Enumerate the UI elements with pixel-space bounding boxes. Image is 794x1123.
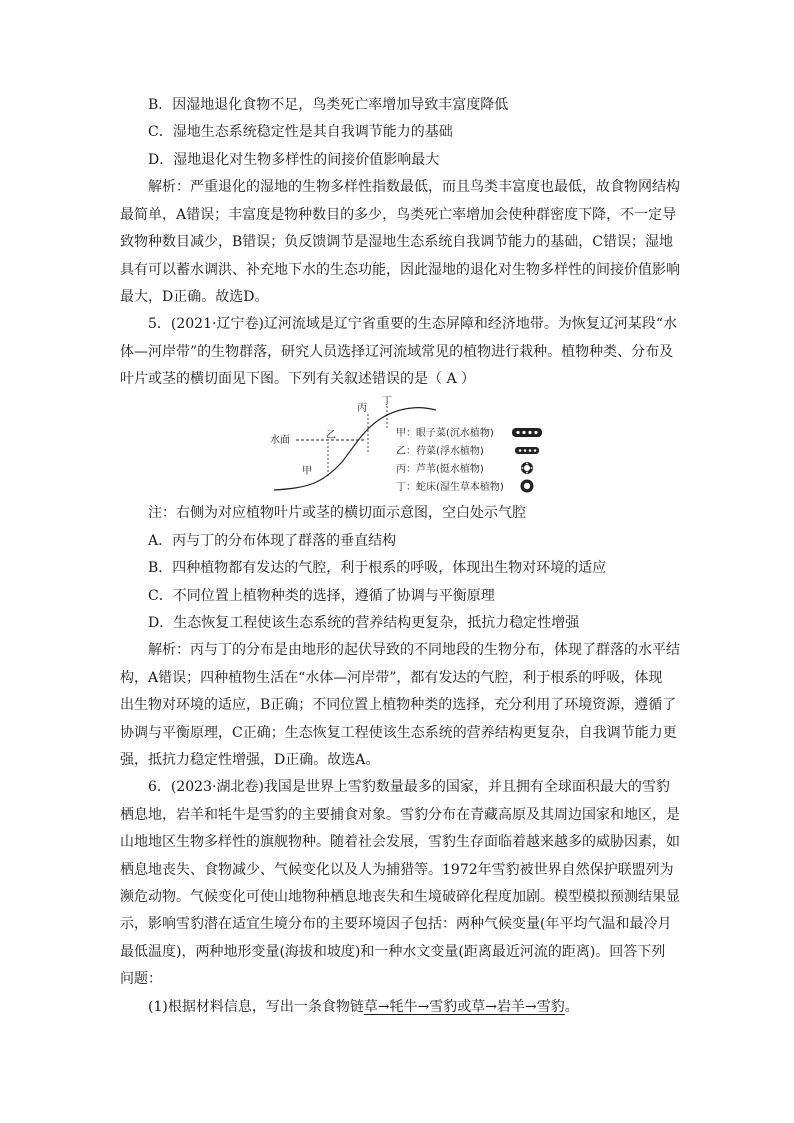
option-b: B．四种植物都有发达的气腔，利于根系的呼吸，体现出生物对环境的适应 [148,560,607,576]
elongated-section-icon [512,428,542,437]
question-stem: 濒危动物。气候变化可使山地物种栖息地丧失和生境破碎化程度加剧。模型模拟预测结果显 [120,889,680,905]
wetland-diagram [262,392,542,496]
question-stem: 栖息地，岩羊和牦牛是雪豹的主要捕食对象。雪豹分布在青藏高原及其周边国家和地区，是 [120,807,680,823]
sub-question-prefix: (1)根据材料信息，写出一条食物链 [148,999,364,1015]
option-c: C．湿地生态系统稳定性是其自我调节能力的基础 [148,124,453,140]
legend-yi: 乙：荇菜(浮水植物) [396,446,484,457]
analysis-line: 最简单，A错误；丰富度是物种数目的多少，鸟类死亡率增加会使种群密度下降，不一定导 [120,207,677,223]
question-stem: 最低温度)，两种地形变量(海拔和坡度)和一种水文变量(距离最近河流的距离)。回答下列 [120,944,666,960]
analysis-line: 具有可以蓄水调洪、补充地下水的生态功能，因此湿地的退化对生物多样性的间接价值影响 [120,262,680,278]
sub-question-suffix: 。 [564,999,579,1015]
analysis-line: 致物种数目减少，B错误；负反馈调节是湿地生态系统自我调节能力的基础，C错误；湿地 [120,234,673,250]
question-stem: 栖息地丧失、食物减少、气候变化以及人为捕猎等。1972年雪豹被世界自然保护联盟列为 [120,862,674,878]
question-stem: 问题： [120,971,162,987]
question-stem: 山地地区生物多样性的旗舰物种。随着社会发展，雪豹生存面临着越来越多的威胁因素，如 [120,834,680,850]
question-stem: 叶片或茎的横切面见下图。下列有关叙述错误的是（ A ） [120,371,476,387]
label-ding: 丁 [382,396,392,407]
analysis-line: 强，抵抗力稳定性增强，D正确。故选A。 [120,752,380,768]
figure-note: 注：右侧为对应植物叶片或茎的横切面示意图，空白处示气腔 [148,505,526,521]
question-stem: 体—河岸带”的生物群落，研究人员选择辽河流域常见的植物进行栽种。植物种类、分布及 [120,344,674,360]
water-label: 水面 [270,435,290,446]
analysis-line: 最大，D正确。故选D。 [120,289,269,305]
analysis-line: 构，A错误；四种植物生活在“水体—河岸带”，都有发达的气腔，利于根系的呼吸，体现 [120,670,663,686]
analysis-line: 解析：严重退化的湿地的生物多样性指数最低，而且鸟类丰富度也最低，故食物网结构 [148,179,680,195]
option-d: D．湿地退化对生物多样性的间接价值影响最大 [148,152,440,168]
legend-bing: 丙：芦苇(挺水植物) [396,464,484,475]
question-stem: 示，影响雪豹潜在适宜生境分布的主要环境因子包括：两种气候变量(年平均气温和最冷月 [120,916,672,932]
analysis-line: 协调与平衡原理，C正确；生态恢复工程使该生态系统的营养结构更复杂，自我调节能力更 [120,725,677,741]
answer-underline: 草→牦牛→雪豹或草→岩羊→雪豹 [363,999,565,1015]
analysis-line: 出生物对环境的适应，B正确；不同位置上植物种类的选择，充分利用了环境资源，遵循了 [120,697,677,713]
sub-question-1 [148,997,579,1017]
label-jia: 甲 [302,466,312,477]
question-stem: 5．(2021·辽宁卷)辽河流域是辽宁省重要的生态屏障和经济地带。为恢复辽河某段“水 [148,316,678,332]
flat-section-icon [515,447,539,454]
question-stem: 6．(2023·湖北卷)我国是世界上雪豹数量最多的国家，并且拥有全球面积最大的雪豹 [148,779,670,795]
ring-section-icon [521,462,533,474]
option-d: D．生态恢复工程使该生态系统的营养结构更复杂，抵抗力稳定性增强 [148,615,580,631]
legend-jia: 甲：眼子菜(沉水植物) [396,428,494,439]
option-c: C．不同位置上植物种类的选择，遵循了协调与平衡原理 [148,588,495,604]
legend-ding: 丁：蛇床(湿生草本植物) [396,482,504,493]
analysis-line: 解析：丙与丁的分布是由地形的起伏导致的不同地段的生物分布，体现了群落的水平结 [148,642,680,658]
option-a: A．丙与丁的分布体现了群落的垂直结构 [148,533,397,549]
label-bing: 丙 [357,403,367,414]
label-yi: 乙 [326,430,336,441]
option-b: B．因湿地退化食物不足，鸟类死亡率增加导致丰富度降低 [148,97,509,113]
solid-ring-section-icon [521,480,534,493]
